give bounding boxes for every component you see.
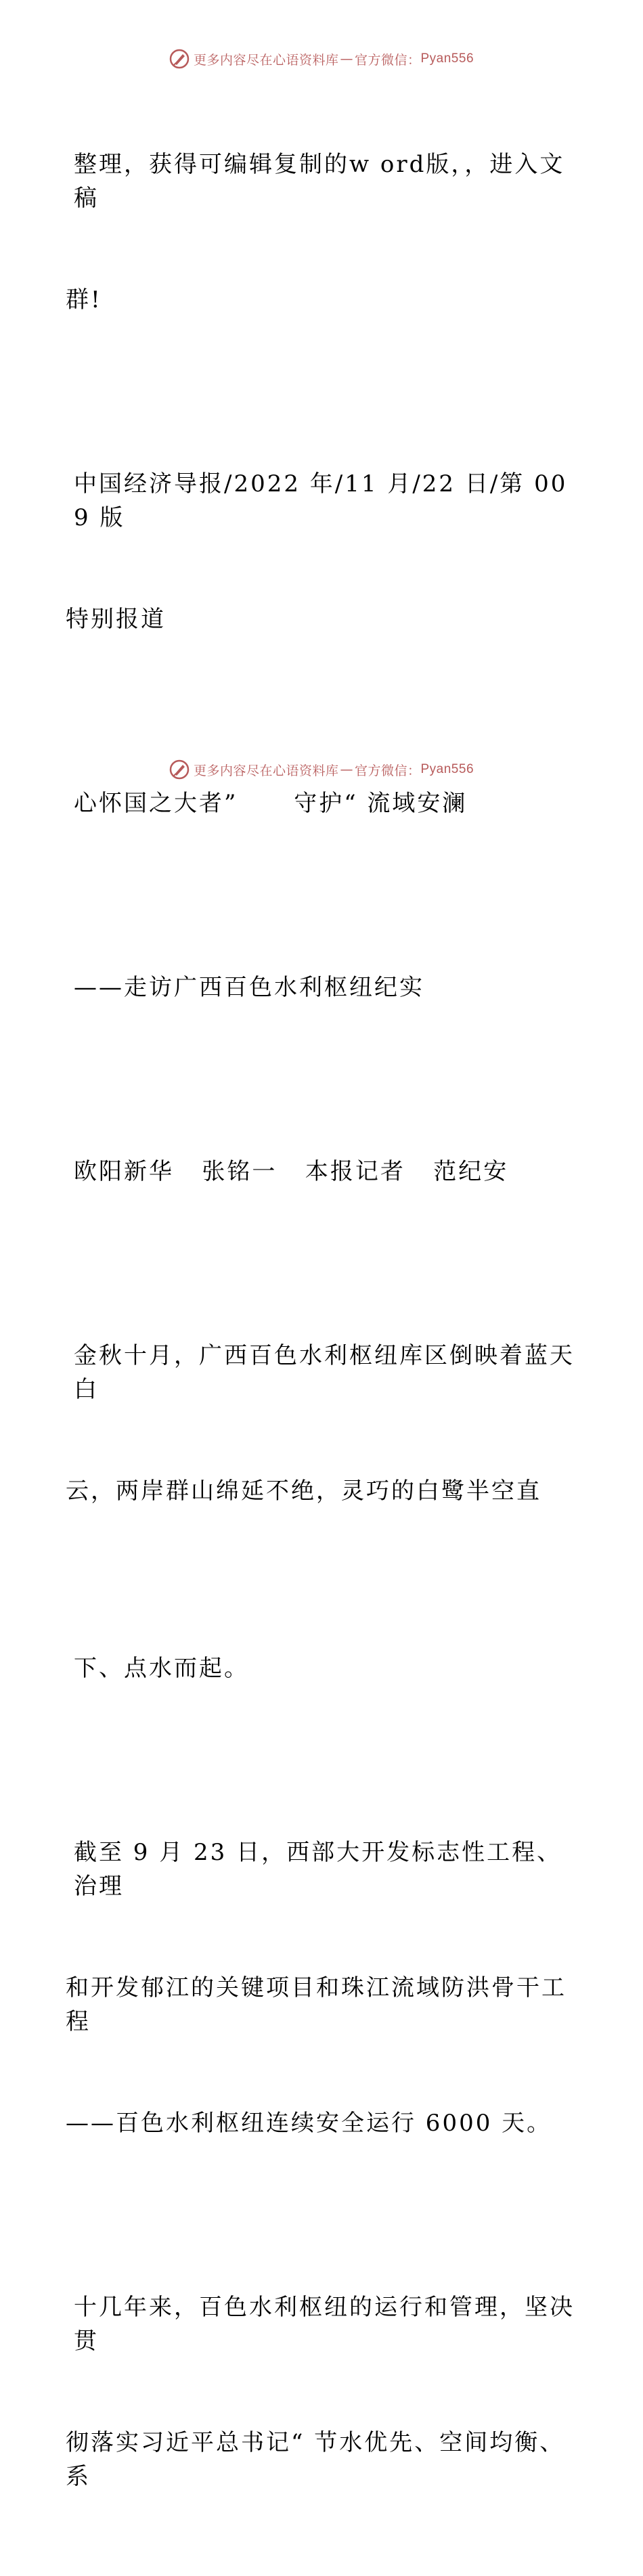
text-line: 和开发郁江的关键项目和珠江流域防洪骨干工程	[66, 1974, 567, 2035]
watermark-suffix: 官方微信：	[354, 52, 421, 68]
text-line: 彻落实习近平总书记“ 节水优先、空间均衡、系	[66, 2429, 565, 2490]
paragraph-body	[66, 1584, 580, 1753]
text-line: 截至 9 月 23 日，西部大开发标志性工程、治理	[74, 1839, 562, 1900]
watermark-handle: Pyan556	[420, 51, 474, 66]
quill-logo-icon	[169, 49, 190, 69]
text-line: 云，两岸群山绵延不绝，灵巧的白鹭半空直	[66, 1478, 541, 1505]
text-line: 中国经济导报/2022 年/11 月/22 日/第 009 版	[74, 470, 568, 531]
article-title	[66, 719, 580, 888]
paragraph-body	[66, 1271, 580, 1576]
text-line: 群!	[66, 286, 102, 313]
text-line: ——走访广西百色水利枢纽纪实	[74, 974, 424, 1001]
paragraph-body	[66, 1768, 580, 2208]
watermark-handle: Pyan556	[420, 762, 474, 776]
article-authors	[66, 1087, 580, 1256]
text-line: 欧阳新华 张铭一 本报记者 范纪安	[74, 1158, 509, 1185]
text-line: 特别报道	[66, 606, 166, 633]
text-line: 下、点水而起。	[74, 1655, 249, 1682]
header-watermark	[0, 49, 643, 69]
text-line: 金秋十月，广西百色水利枢纽库区倒映着蓝天白	[74, 1342, 575, 1403]
watermark-text: 更多内容尽在心语资料库	[193, 763, 339, 778]
watermark-dash: —	[340, 51, 353, 66]
text-line: 整理，获得可编辑复制的w ord版，，进入文稿	[74, 151, 565, 212]
document-body	[66, 80, 580, 2576]
text-line: ——百色水利枢纽连续安全运行 6000 天。	[66, 2110, 552, 2137]
paragraph-body	[66, 2223, 580, 2561]
watermark-suffix: 官方微信：	[354, 763, 421, 778]
watermark-text: 更多内容尽在心语资料库	[193, 52, 339, 68]
text-line: 心怀国之大者” 守护“ 流域安澜	[74, 790, 468, 817]
text-line: 十几年来，百色水利枢纽的运行和管理，坚决贯	[74, 2294, 575, 2355]
paragraph-source	[66, 399, 580, 704]
paragraph-intro	[66, 80, 580, 384]
quill-logo-icon	[169, 759, 190, 780]
article-subtitle	[66, 903, 580, 1072]
watermark-dash: —	[340, 762, 353, 777]
footer-watermark	[0, 759, 643, 780]
